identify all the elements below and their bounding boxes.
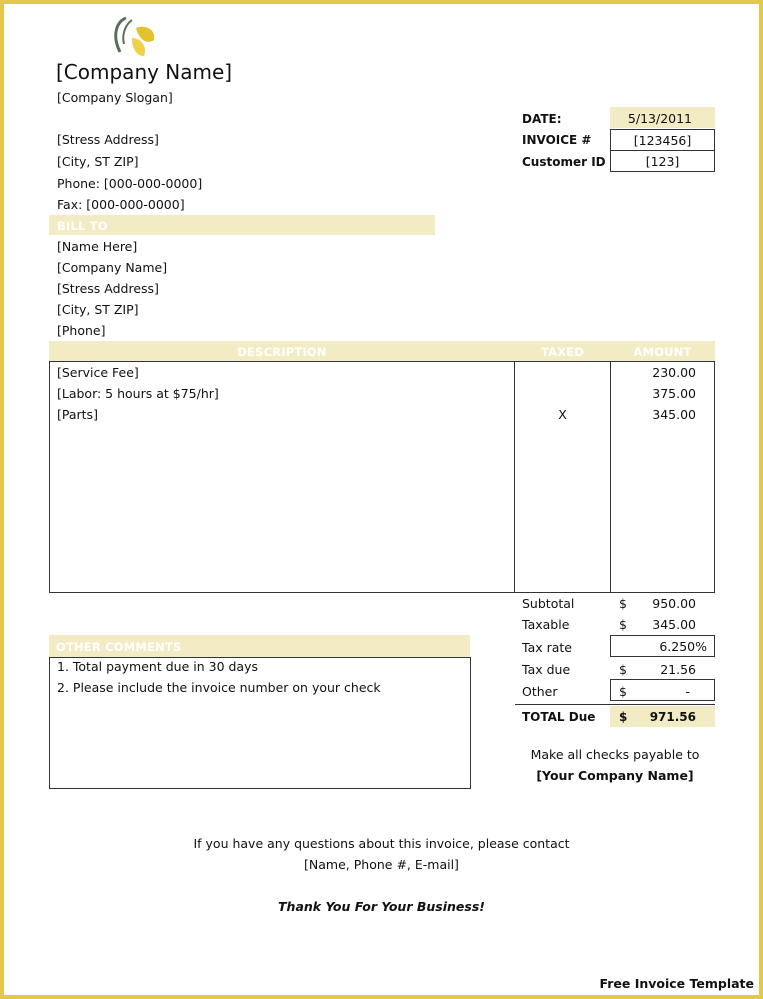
taxable-value: 345.00 bbox=[652, 617, 696, 632]
invoice-number-value[interactable]: [123456] bbox=[633, 133, 692, 148]
comment-line-2: 2. Please include the invoice number on your check bbox=[57, 680, 381, 695]
tax-due-value: 21.56 bbox=[660, 662, 696, 677]
items-divider-taxed bbox=[514, 361, 515, 593]
item-description[interactable]: [Parts] bbox=[57, 407, 98, 422]
item-taxed[interactable]: X bbox=[558, 407, 567, 422]
subtotal-label: Subtotal bbox=[522, 596, 575, 611]
tax-due-currency: $ bbox=[619, 662, 627, 677]
subtotal-currency: $ bbox=[619, 596, 627, 611]
customer-id-value[interactable]: [123] bbox=[645, 154, 680, 169]
company-fax: Fax: [000-000-0000] bbox=[57, 197, 185, 212]
total-due-value: 971.56 bbox=[649, 710, 696, 724]
items-header-description: DESCRIPTION bbox=[237, 345, 327, 359]
item-amount[interactable]: 230.00 bbox=[652, 365, 696, 380]
company-name: [Company Name] bbox=[56, 60, 233, 84]
company-address: [Stress Address] bbox=[57, 132, 159, 147]
tax-due-label: Tax due bbox=[522, 662, 571, 677]
other-value[interactable]: - bbox=[685, 684, 690, 699]
item-amount[interactable]: 375.00 bbox=[652, 386, 696, 401]
item-description[interactable]: [Labor: 5 hours at $75/hr] bbox=[57, 386, 219, 401]
contact-line-2: [Name, Phone #, E-mail] bbox=[304, 857, 459, 872]
template-watermark: Free Invoice Template bbox=[599, 976, 754, 991]
bill-to-address: [Stress Address] bbox=[57, 281, 159, 296]
total-due-label: TOTAL Due bbox=[522, 710, 596, 724]
company-phone: Phone: [000-000-0000] bbox=[57, 176, 203, 191]
bill-to-name: [Name Here] bbox=[57, 239, 138, 254]
payable-line-1: Make all checks payable to bbox=[530, 747, 700, 762]
tax-rate-value[interactable]: 6.250% bbox=[659, 639, 707, 654]
comments-box[interactable] bbox=[49, 657, 471, 789]
items-header-amount: AMOUNT bbox=[633, 345, 692, 359]
tax-rate-label: Tax rate bbox=[522, 640, 572, 655]
company-city: [City, ST ZIP] bbox=[57, 154, 139, 169]
bill-to-phone: [Phone] bbox=[57, 323, 106, 338]
subtotal-value: 950.00 bbox=[652, 596, 696, 611]
other-label: Other bbox=[522, 684, 558, 699]
other-currency: $ bbox=[619, 684, 627, 699]
bill-to-company: [Company Name] bbox=[57, 260, 168, 275]
item-description[interactable]: [Service Fee] bbox=[57, 365, 139, 380]
comment-line-1: 1. Total payment due in 30 days bbox=[57, 659, 258, 674]
comments-header: OTHER COMMENTS bbox=[56, 640, 182, 654]
total-divider bbox=[515, 704, 715, 705]
date-label: DATE: bbox=[522, 112, 562, 126]
total-due-currency: $ bbox=[619, 710, 628, 724]
invoice-number-label: INVOICE # bbox=[522, 133, 592, 147]
item-amount[interactable]: 345.00 bbox=[652, 407, 696, 422]
bill-to-city: [City, ST ZIP] bbox=[57, 302, 139, 317]
company-slogan: [Company Slogan] bbox=[57, 90, 173, 105]
taxable-label: Taxable bbox=[522, 617, 570, 632]
thank-you: Thank You For Your Business! bbox=[278, 899, 485, 914]
payable-company: [Your Company Name] bbox=[536, 768, 694, 783]
bill-to-header: BILL TO bbox=[57, 219, 108, 233]
date-value[interactable]: 5/13/2011 bbox=[627, 111, 692, 126]
taxable-currency: $ bbox=[619, 617, 627, 632]
items-header-taxed: TAXED bbox=[540, 345, 585, 359]
contact-line-1: If you have any questions about this invoice, please contact bbox=[193, 836, 570, 851]
company-logo bbox=[110, 14, 160, 58]
customer-id-label: Customer ID bbox=[522, 155, 606, 169]
